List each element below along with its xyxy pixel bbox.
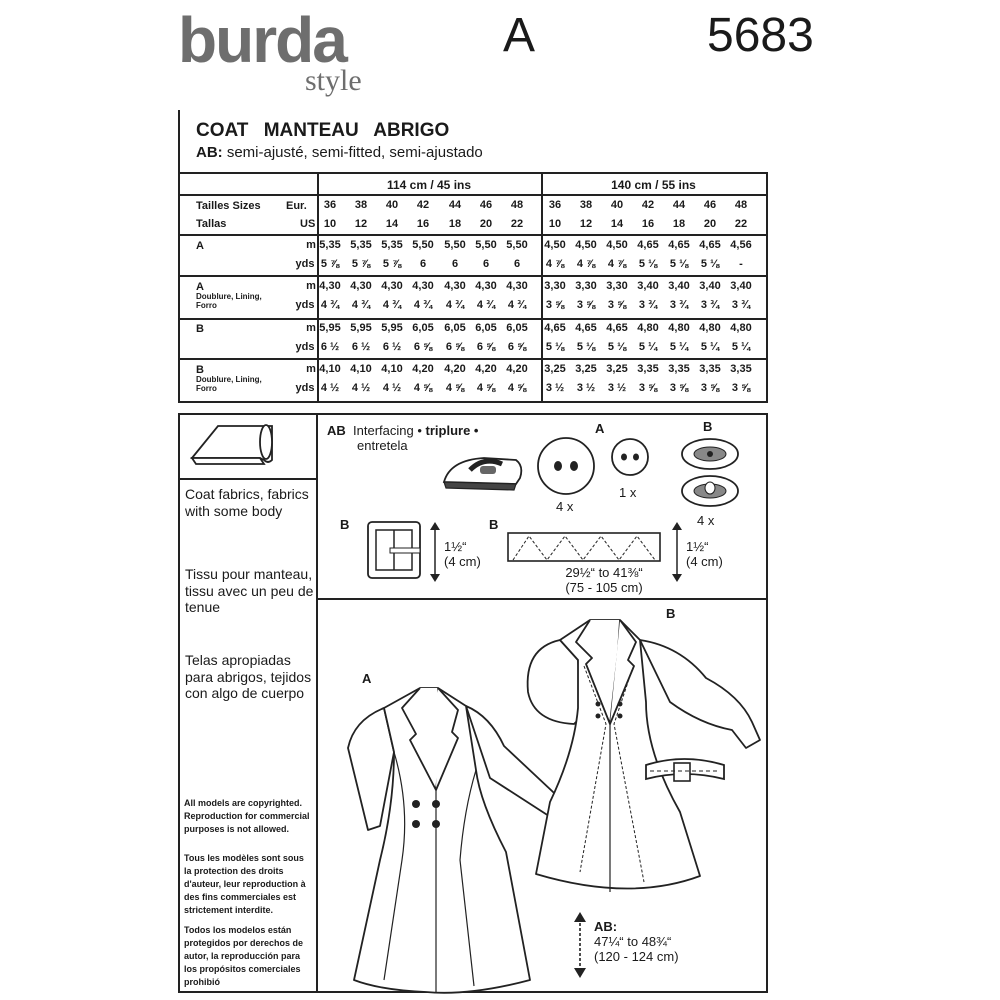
us-size: 16 [641, 218, 655, 230]
us-size: 16 [416, 218, 430, 230]
table-rule [178, 358, 768, 360]
cell-m-140: 4,50 [544, 239, 566, 251]
eur-size: 48 [734, 199, 748, 211]
us-size: 22 [734, 218, 748, 230]
cell-yds-114: 4 ⅝ [507, 382, 527, 394]
cell-m-114: 5,50 [475, 239, 497, 251]
cell-yds-140: 3 ½ [545, 382, 565, 394]
fabric-text-fr: Tissu pour manteau, tissu avec un peu de tenue [185, 566, 314, 616]
cell-m-114: 4,20 [475, 363, 497, 375]
buckle-view-label: B [340, 517, 350, 532]
belt-width-cm: (4 cm) [686, 553, 723, 569]
table-rule [766, 172, 768, 403]
cell-yds-114: 4 ½ [382, 382, 402, 394]
us-size: 14 [385, 218, 399, 230]
cell-yds-140: 3 ¾ [638, 299, 658, 311]
unit-m: m [306, 280, 316, 292]
us-size: 14 [610, 218, 624, 230]
cell-yds-114: 4 ⅝ [413, 382, 433, 394]
table-rule [178, 234, 768, 236]
cell-yds-114: 6 ½ [320, 341, 340, 353]
us-size: 18 [672, 218, 686, 230]
cell-yds-114: 4 ½ [320, 382, 340, 394]
cell-m-140: 3,25 [544, 363, 566, 375]
belt-width [686, 540, 723, 570]
eur-size: 46 [703, 199, 717, 211]
view-letter: A [503, 9, 536, 62]
cell-yds-140: 3 ⅝ [731, 382, 751, 394]
cell-yds-114: 6 [419, 258, 427, 270]
unit-yds: yds [295, 341, 315, 353]
cell-m-140: 3,30 [575, 280, 597, 292]
small-button-icon [610, 437, 650, 477]
pattern-number: 5683 [707, 9, 814, 62]
cell-m-114: 5,95 [319, 322, 341, 334]
interfacing-prefix: AB [327, 423, 346, 438]
cell-m-114: 4,20 [412, 363, 434, 375]
cell-m-114: 5,50 [444, 239, 466, 251]
length-arrow [574, 912, 586, 978]
belt-length-cm: (75 - 105 cm) [565, 579, 643, 595]
cell-yds-114: 4 ½ [351, 382, 371, 394]
cell-m-114: 5,35 [381, 239, 403, 251]
cell-yds-114: 4 ⅝ [476, 382, 496, 394]
copyright-fr: Tous les modèles sont sous la protection des droits d'auteur, leur reproduction à des fins commerciales est strictement interdite. [184, 853, 306, 916]
cell-yds-140: 5 ¼ [700, 341, 720, 353]
cell-m-114: 4,10 [381, 363, 403, 375]
eur-size: 40 [610, 199, 624, 211]
cell-m-140: 4,65 [668, 239, 690, 251]
eur-size: 44 [448, 199, 462, 211]
cell-yds-114: 6 [451, 258, 459, 270]
belt-buckle-icon [366, 520, 426, 582]
cell-m-140: 3,30 [606, 280, 628, 292]
buckle-height-arrow [430, 522, 440, 582]
length-cm: (120 - 124 cm) [594, 948, 679, 964]
belt-width-in: 1½“ [686, 539, 709, 554]
unit-yds: yds [295, 258, 315, 270]
cell-yds-140: 5 ⅛ [607, 341, 627, 353]
table-rule [178, 194, 768, 196]
cell-m-140: 4,50 [606, 239, 628, 251]
brand-sub-logo: style [305, 64, 362, 97]
garment-title: COAT MANTEAU ABRIGO [196, 120, 450, 141]
cell-yds-140: 5 ⅛ [638, 258, 658, 270]
unit-yds: yds [295, 382, 315, 394]
cell-yds-114: 4 ¾ [413, 299, 433, 311]
us-size: 18 [448, 218, 462, 230]
cell-m-140: 3,35 [637, 363, 659, 375]
cell-m-140: 4,80 [637, 322, 659, 334]
cell-m-114: 4,30 [319, 280, 341, 292]
cell-m-114: 4,30 [412, 280, 434, 292]
unit-m: m [306, 239, 316, 251]
cell-yds-140: 3 ¾ [669, 299, 689, 311]
cell-m-140: 4,65 [637, 239, 659, 251]
us-size: 20 [703, 218, 717, 230]
eur-size: 38 [354, 199, 368, 211]
table-rule [178, 318, 768, 320]
cell-m-140: 3,35 [730, 363, 752, 375]
cell-yds-114: 6 ½ [351, 341, 371, 353]
row-label [196, 240, 204, 252]
cell-m-114: 4,10 [350, 363, 372, 375]
cell-yds-140: 4 ⅞ [576, 258, 596, 270]
eur-size: 36 [323, 199, 337, 211]
cell-m-114: 4,30 [350, 280, 372, 292]
cell-yds-140: 4 ⅞ [545, 258, 565, 270]
cell-m-140: 3,40 [637, 280, 659, 292]
cell-yds-114: 6 [482, 258, 490, 270]
cell-yds-140: 3 ⅝ [669, 382, 689, 394]
cell-yds-114: 6 ⅝ [476, 341, 496, 353]
finished-length [594, 920, 679, 965]
cell-m-114: 5,35 [319, 239, 341, 251]
table-rule [178, 110, 180, 403]
length-label: AB: [594, 919, 618, 934]
cell-yds-114: 5 ⅞ [382, 258, 402, 270]
cell-yds-140: 3 ⅝ [638, 382, 658, 394]
size-label-es: Tallas [196, 218, 227, 230]
us-size: 22 [510, 218, 524, 230]
unit-yds: yds [295, 299, 315, 311]
cell-yds-140: 3 ½ [607, 382, 627, 394]
belt-icon [507, 532, 662, 564]
cell-yds-140: 4 ⅞ [607, 258, 627, 270]
cell-m-114: 4,10 [319, 363, 341, 375]
cell-m-114: 5,35 [350, 239, 372, 251]
cell-m-114: 5,95 [381, 322, 403, 334]
buckle-size-cm: (4 cm) [444, 553, 481, 569]
small-button-qty: 1 x [619, 485, 637, 500]
cell-m-114: 4,20 [444, 363, 466, 375]
brand-logo: burda [178, 4, 346, 76]
eur-label: Eur. [286, 200, 307, 212]
eur-size: 42 [641, 199, 655, 211]
cell-yds-114: 4 ¾ [507, 299, 527, 311]
cell-m-140: 3,25 [606, 363, 628, 375]
iron-icon [440, 448, 530, 493]
cell-m-140: 4,50 [575, 239, 597, 251]
eur-size: 42 [416, 199, 430, 211]
eur-size: 40 [385, 199, 399, 211]
cell-m-114: 4,30 [444, 280, 466, 292]
cell-m-114: 6,05 [475, 322, 497, 334]
cell-yds-114: 6 ⅝ [445, 341, 465, 353]
cell-yds-140: 3 ⅝ [700, 382, 720, 394]
length-in: 47¼“ to 48¾“ [594, 933, 672, 949]
cell-m-114: 6,05 [444, 322, 466, 334]
cell-yds-140: 5 ¼ [669, 341, 689, 353]
us-size: 10 [323, 218, 337, 230]
width-114-header: 114 cm / 45 ins [386, 178, 472, 192]
cell-m-140: 3,40 [730, 280, 752, 292]
cell-m-140: 3,30 [544, 280, 566, 292]
buckle-size [444, 540, 481, 570]
cell-m-140: 4,80 [668, 322, 690, 334]
cell-yds-114: 4 ¾ [351, 299, 371, 311]
panel-divider [316, 598, 768, 600]
cell-m-140: 3,35 [699, 363, 721, 375]
copyright-es: Todos los modelos están protegidos por derechos de autor, la reproducción para los propósitos comerciales prohibió [184, 925, 304, 988]
loose-belt-illustration [640, 755, 730, 789]
belt-view-label: B [489, 517, 499, 532]
interfacing-es: entretela [357, 437, 408, 453]
copyright-en: All models are copyrighted. Reproduction for commercial purposes is not allowed. [184, 798, 310, 835]
cell-m-114: 6,05 [506, 322, 528, 334]
cell-yds-114: 6 ⅝ [413, 341, 433, 353]
cell-yds-114: 6 ⅝ [507, 341, 527, 353]
interfacing-fr: triplure • [425, 423, 479, 438]
snaps-qty: 4 x [697, 513, 715, 528]
cell-yds-114: 4 ¾ [476, 299, 496, 311]
cell-yds-140: - [739, 258, 743, 270]
fabric-text-en: Coat fabrics, fabrics with some body [185, 486, 309, 519]
fit-label: AB: [196, 144, 223, 161]
buckle-size-in: 1½“ [444, 539, 467, 554]
cell-yds-140: 3 ⅝ [607, 299, 627, 311]
row-label [196, 323, 204, 335]
cell-m-114: 4,30 [506, 280, 528, 292]
eur-size: 38 [579, 199, 593, 211]
fit-text: semi-ajusté, semi-fitted, semi-ajustado [226, 144, 483, 161]
eur-size: 36 [548, 199, 562, 211]
fit-description [196, 144, 483, 161]
row-label-main: A [196, 240, 204, 252]
width-140-header: 140 cm / 55 ins [611, 178, 696, 192]
us-size: 10 [548, 218, 562, 230]
cell-m-140: 4,80 [730, 322, 752, 334]
row-label-main: B [196, 323, 204, 335]
cell-m-140: 4,65 [606, 322, 628, 334]
cell-m-114: 6,05 [412, 322, 434, 334]
us-size: 12 [354, 218, 368, 230]
cell-m-114: 5,50 [412, 239, 434, 251]
us-label: US [300, 218, 316, 230]
row-label [196, 364, 276, 394]
cell-m-114: 5,95 [350, 322, 372, 334]
fabric-text-es: Telas apropiadas para abrigos, tejidos con algo de cuerpo [185, 652, 312, 702]
cell-m-140: 3,40 [699, 280, 721, 292]
unit-m: m [306, 363, 316, 375]
cell-yds-140: 5 ¼ [638, 341, 658, 353]
row-label-sub: Doublure, Lining, Forro [196, 375, 262, 393]
panel-divider [178, 478, 318, 480]
cell-yds-140: 5 ⅛ [576, 341, 596, 353]
cell-m-140: 4,65 [575, 322, 597, 334]
cell-yds-140: 3 ½ [576, 382, 596, 394]
cell-yds-140: 3 ⅝ [545, 299, 565, 311]
fabric-roll-icon [188, 420, 278, 470]
table-rule [178, 172, 768, 174]
large-button-qty: 4 x [556, 499, 574, 514]
belt-width-arrow [672, 522, 682, 582]
cell-yds-114: 4 ¾ [445, 299, 465, 311]
cell-m-140: 3,35 [668, 363, 690, 375]
cell-m-140: 4,80 [699, 322, 721, 334]
unit-m: m [306, 322, 316, 334]
cell-m-140: 4,56 [730, 239, 752, 251]
cell-yds-140: 5 ¼ [731, 341, 751, 353]
cell-yds-114: 4 ¾ [382, 299, 402, 311]
panel-divider [316, 413, 318, 993]
cell-yds-140: 3 ⅝ [576, 299, 596, 311]
cell-m-114: 4,30 [381, 280, 403, 292]
eur-size: 48 [510, 199, 524, 211]
cell-yds-140: 5 ⅛ [669, 258, 689, 270]
cell-yds-114: 5 ⅞ [320, 258, 340, 270]
snap-fastener-icon [678, 436, 743, 511]
us-size: 12 [579, 218, 593, 230]
row-label-main: A [196, 281, 204, 293]
cell-yds-140: 5 ⅛ [700, 258, 720, 270]
snaps-view-label: B [703, 419, 713, 434]
cell-yds-140: 3 ¾ [731, 299, 751, 311]
cell-m-140: 4,65 [699, 239, 721, 251]
cell-yds-140: 5 ⅛ [545, 341, 565, 353]
buttons-view-label: A [595, 421, 605, 436]
cell-m-140: 3,25 [575, 363, 597, 375]
cell-m-114: 4,30 [475, 280, 497, 292]
cell-m-114: 4,20 [506, 363, 528, 375]
us-size: 20 [479, 218, 493, 230]
row-label-main: B [196, 364, 204, 376]
cell-yds-114: 5 ⅞ [351, 258, 371, 270]
table-rule [178, 401, 768, 403]
belt-length-in: 29½“ to 41⅜“ [565, 565, 643, 580]
interfacing-en: Interfacing • [353, 423, 422, 438]
view-b-label: B [666, 606, 676, 621]
size-label: Tailles Sizes [196, 200, 261, 212]
cell-m-140: 3,40 [668, 280, 690, 292]
cell-yds-114: 6 [513, 258, 521, 270]
eur-size: 46 [479, 199, 493, 211]
cell-yds-114: 6 ½ [382, 341, 402, 353]
eur-size: 44 [672, 199, 686, 211]
row-label-sub: Doublure, Lining, Forro [196, 292, 262, 310]
cell-m-114: 5,50 [506, 239, 528, 251]
large-button-icon [536, 436, 596, 496]
cell-yds-140: 3 ¾ [700, 299, 720, 311]
belt-length [549, 566, 659, 596]
cell-m-140: 4,65 [544, 322, 566, 334]
view-a-label: A [362, 671, 372, 686]
cell-yds-114: 4 ⅝ [445, 382, 465, 394]
row-label [196, 281, 276, 311]
cell-yds-114: 4 ¾ [320, 299, 340, 311]
table-rule [178, 275, 768, 277]
